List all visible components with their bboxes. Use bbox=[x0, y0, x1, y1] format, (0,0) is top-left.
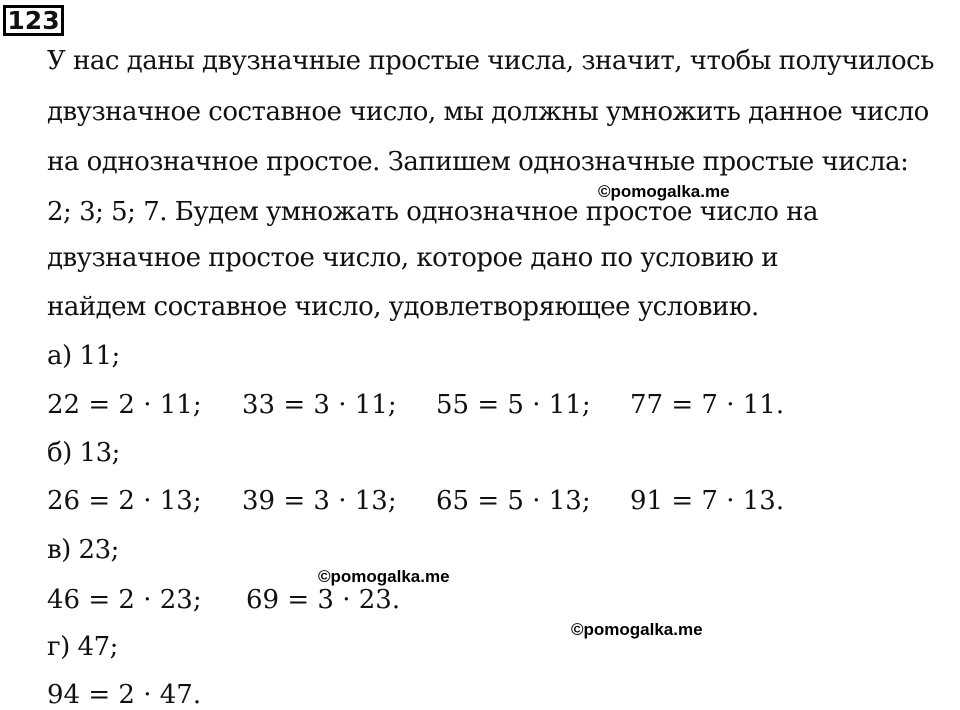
problem-number-box bbox=[3, 5, 64, 36]
text-line-6: найдем составное число, удовлетворяющее условию. bbox=[47, 292, 759, 322]
part-v-label: в) 23; bbox=[47, 535, 119, 565]
part-g-label: г) 47; bbox=[47, 632, 118, 662]
equation: 65 = 5 · 13; bbox=[436, 486, 591, 516]
equation: 55 = 5 · 11; bbox=[436, 390, 591, 420]
equation: 33 = 3 · 11; bbox=[242, 390, 397, 420]
equation: 39 = 3 · 13; bbox=[242, 486, 397, 516]
text-line-3: на однозначное простое. Запишем однозначные простые числа: bbox=[47, 147, 909, 177]
text-line-5: двузначное простое число, которое дано по условию и bbox=[47, 243, 779, 273]
text-line-2: двузначное составное число, мы должны умножить данное число bbox=[47, 97, 929, 127]
equation: 69 = 3 · 23. bbox=[246, 585, 401, 615]
watermark: ©pomogalka.me bbox=[571, 620, 703, 639]
part-v-equations bbox=[47, 585, 827, 615]
part-b-label: б) 13; bbox=[47, 438, 120, 468]
equation: 91 = 7 · 13. bbox=[630, 486, 785, 516]
equation: 22 = 2 · 11; bbox=[47, 390, 202, 420]
equation: 46 = 2 · 23; bbox=[47, 585, 202, 615]
part-b-equations bbox=[47, 486, 827, 516]
watermark: ©pomogalka.me bbox=[598, 182, 730, 201]
equation: 26 = 2 · 13; bbox=[47, 486, 202, 516]
watermark: ©pomogalka.me bbox=[318, 567, 450, 586]
equation: 77 = 7 · 11. bbox=[630, 390, 785, 420]
part-g-equations bbox=[47, 680, 827, 710]
part-a-equations bbox=[47, 390, 827, 420]
part-a-label: а) 11; bbox=[47, 341, 120, 371]
problem-number: 123 bbox=[7, 6, 60, 35]
equation: 94 = 2 · 47. bbox=[47, 680, 202, 710]
text-line-4: 2; 3; 5; 7. Будем умножать однозначное простое число на bbox=[47, 197, 818, 227]
text-line-1: У нас даны двузначные простые числа, значит, чтобы получилось bbox=[47, 46, 934, 76]
